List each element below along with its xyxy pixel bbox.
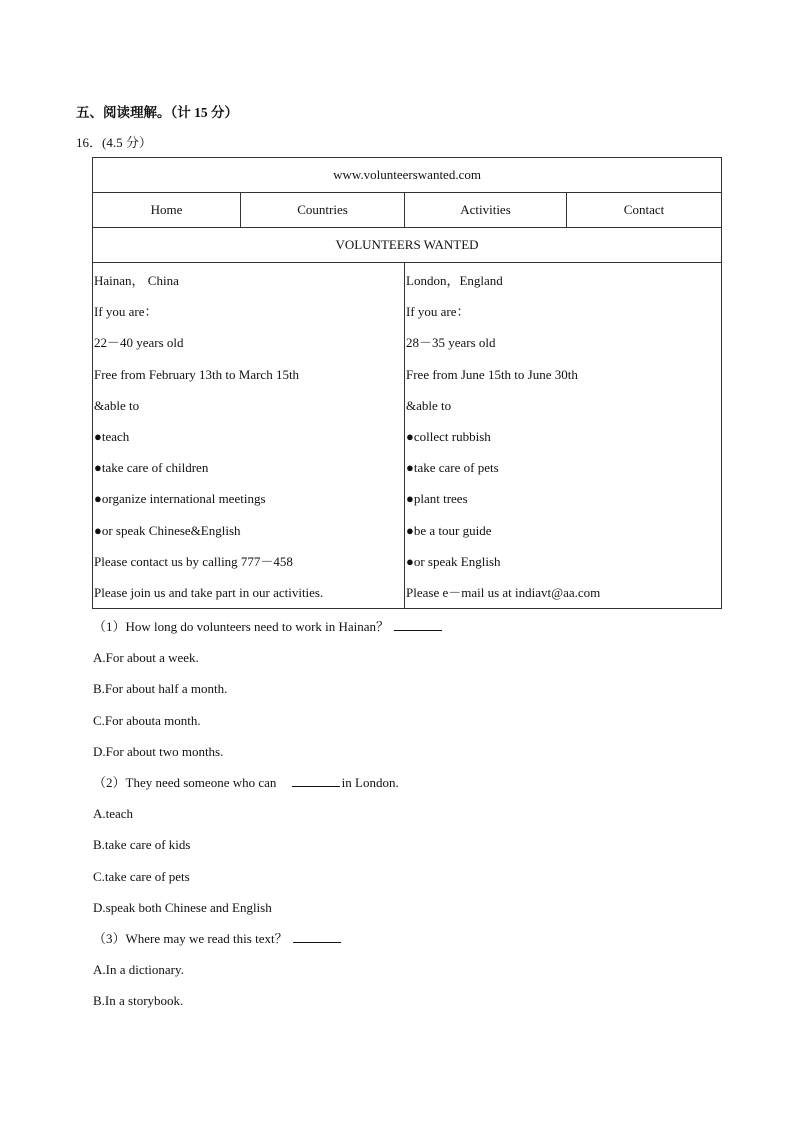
hainan-column [93,263,405,609]
left-line: 22－40 years old [94,335,184,351]
question-1-stem [93,611,733,642]
answer-blank[interactable] [293,928,341,943]
option: A.In a dictionary. [93,962,184,978]
nav-activities: Activities [405,193,567,228]
website-url: www.volunteerswanted.com [93,158,722,193]
left-line: ●organize international meetings [94,491,266,507]
question-2-text-after: in London. [341,774,399,790]
question-3-text: （3）Where may we read this text？ [93,930,288,946]
right-line: ●plant trees [406,491,468,507]
right-line: ●take care of pets [406,460,499,476]
answer-blank[interactable] [394,616,442,631]
question-2-stem [93,767,733,798]
left-line: If you are： [94,304,158,320]
right-line: Free from June 15th to June 30th [406,366,578,382]
option: A.For about a week. [93,650,199,666]
question-3-stem [93,923,733,954]
left-line: ●teach [94,428,130,444]
option: A.teach [93,806,134,822]
option: D.speak both Chinese and English [93,899,272,915]
question-number: 16．(4.5 分） [76,135,152,150]
left-line: Hainan， China [94,273,179,288]
question-2-text: （2）They need someone who can [93,774,277,790]
section-title: 五、阅读理解。（计 15 分） [76,105,238,120]
nav-home: Home [93,193,241,228]
left-line: Free from February 13th to March 15th [94,366,300,382]
question-1-text: （1）How long do volunteers need to work in Hainan？ [93,619,390,634]
banner-title: VOLUNTEERS WANTED [93,228,722,263]
right-line: If you are： [406,304,470,320]
right-line: London，England [406,273,503,288]
left-line: Please join us and take part in our activities. [94,584,324,600]
right-line: ●collect rubbish [406,428,491,444]
london-column [405,263,722,609]
left-line: ●or speak Chinese&English [94,522,241,538]
right-line: 28－35 years old [406,335,496,351]
option: C.take care of pets [93,868,190,884]
right-line: ●be a tour guide [406,522,492,538]
nav-contact: Contact [567,193,722,228]
option: C.For abouta month. [93,712,201,728]
option: D.For about two months. [93,743,224,759]
right-line: ●or speak English [406,553,501,569]
nav-countries: Countries [241,193,405,228]
answer-blank[interactable] [292,772,340,787]
right-line: &able to [406,397,452,413]
volunteer-ad-table [92,157,722,609]
left-line: Please contact us by calling 777－458 [94,553,293,569]
left-line: ●take care of children [94,460,209,476]
right-line: Please e－mail us at indiavt@aa.com [406,584,601,600]
option: B.take care of kids [93,837,191,853]
option: B.For about half a month. [93,681,228,697]
questions-block [93,611,733,1016]
option: B.In a storybook. [93,993,184,1009]
left-line: &able to [94,397,140,413]
